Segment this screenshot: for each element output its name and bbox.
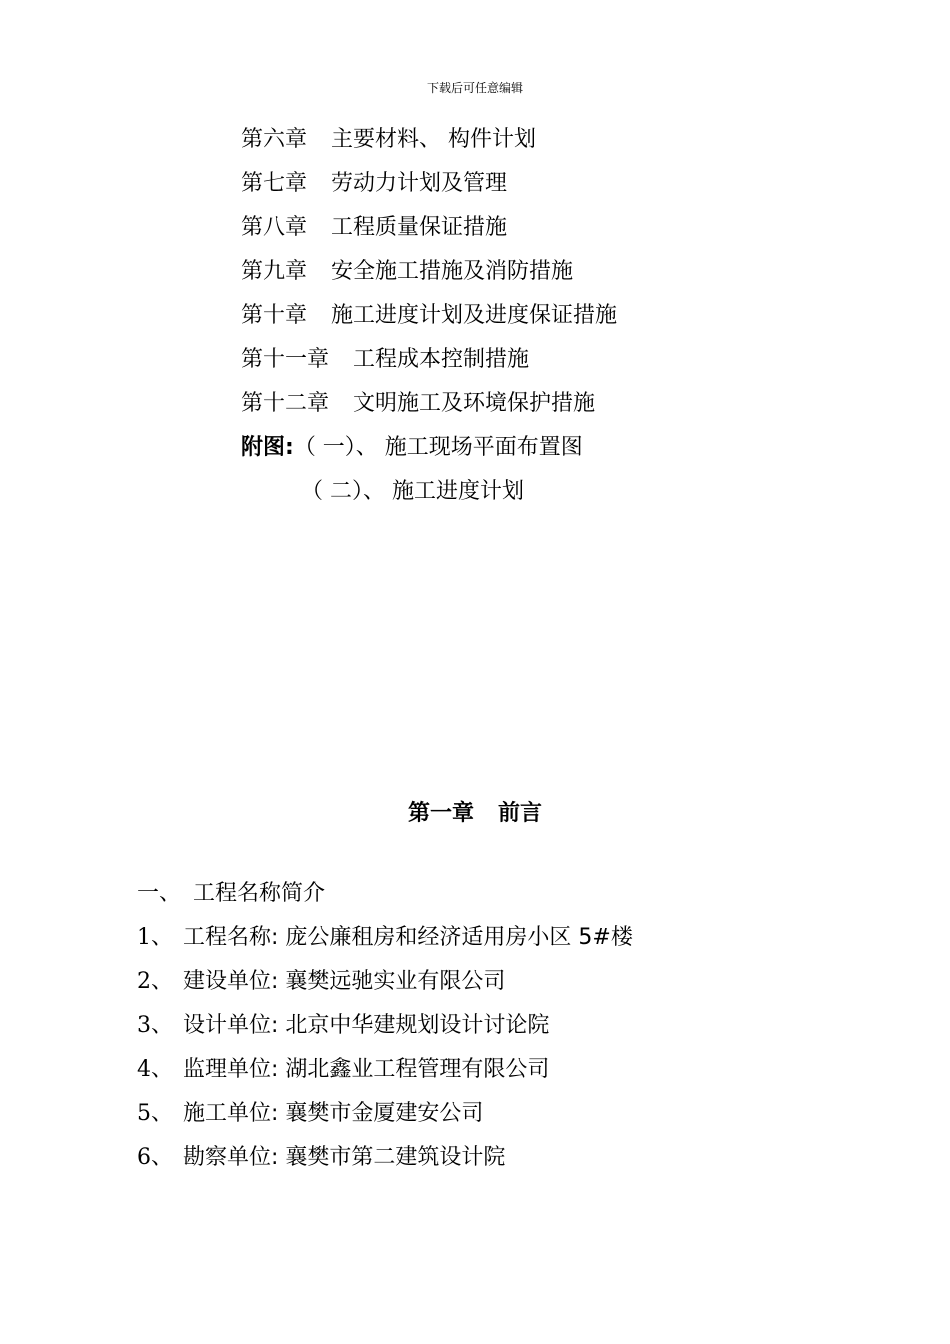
toc-item: [241, 343, 617, 387]
toc-item: [241, 255, 617, 299]
chapter-heading: [0, 797, 950, 831]
appendix-item: （ 二）、 施工进度计划: [301, 479, 524, 504]
toc-chapter-number: 第六章: [241, 127, 308, 152]
toc-item: [241, 123, 617, 167]
toc-chapter-number: 第十一章: [241, 347, 330, 372]
section-title: 工程名称简介: [193, 881, 326, 906]
list-item: [137, 921, 633, 965]
list-text: 勘察单位: 襄樊市第二建筑设计院: [183, 1145, 506, 1170]
toc-chapter-title: 文明施工及环境保护措施: [353, 391, 596, 416]
project-overview-section: [137, 877, 633, 1185]
list-item: [137, 1053, 633, 1097]
toc-chapter-number: 第九章: [241, 259, 308, 284]
chapter-number: 第一章: [407, 801, 474, 826]
table-of-contents: [241, 123, 617, 519]
section-title-row: [137, 877, 633, 921]
list-index: 5、: [137, 1101, 173, 1126]
toc-appendix-sub: [241, 475, 617, 519]
appendix-label: 附图:: [241, 435, 294, 460]
list-index: 3、: [137, 1013, 173, 1038]
toc-item: [241, 167, 617, 211]
list-item: [137, 1097, 633, 1141]
list-index: 1、: [137, 925, 173, 950]
toc-chapter-title: 施工进度计划及进度保证措施: [331, 303, 618, 328]
toc-chapter-number: 第八章: [241, 215, 308, 240]
list-text: 工程名称: 庞公廉租房和经济适用房小区 5#楼: [183, 925, 633, 950]
list-index: 6、: [137, 1145, 173, 1170]
list-item: [137, 1141, 633, 1185]
list-index: 4、: [137, 1057, 173, 1082]
section-marker: 一、: [137, 881, 182, 906]
page-header-note: 下载后可任意编辑: [426, 81, 523, 95]
toc-chapter-title: 安全施工措施及消防措施: [331, 259, 574, 284]
toc-chapter-number: 第十二章: [241, 391, 330, 416]
toc-item: [241, 299, 617, 343]
chapter-title: 前言: [498, 801, 543, 826]
list-text: 设计单位: 北京中华建规划设计讨论院: [183, 1013, 550, 1038]
list-text: 建设单位: 襄樊远驰实业有限公司: [183, 969, 506, 994]
list-text: 监理单位: 湖北鑫业工程管理有限公司: [183, 1057, 550, 1082]
list-text: 施工单位: 襄樊市金厦建安公司: [183, 1101, 484, 1126]
toc-item: [241, 211, 617, 255]
list-item: [137, 1009, 633, 1053]
toc-chapter-number: 第七章: [241, 171, 308, 196]
toc-item: [241, 387, 617, 431]
toc-chapter-title: 工程成本控制措施: [353, 347, 530, 372]
toc-chapter-number: 第十章: [241, 303, 308, 328]
list-index: 2、: [137, 969, 173, 994]
toc-chapter-title: 主要材料、 构件计划: [331, 127, 537, 152]
toc-chapter-title: 劳动力计划及管理: [331, 171, 508, 196]
toc-appendix: [241, 431, 617, 475]
appendix-item: （ 一）、 施工现场平面布置图: [293, 435, 583, 460]
toc-chapter-title: 工程质量保证措施: [331, 215, 508, 240]
list-item: [137, 965, 633, 1009]
